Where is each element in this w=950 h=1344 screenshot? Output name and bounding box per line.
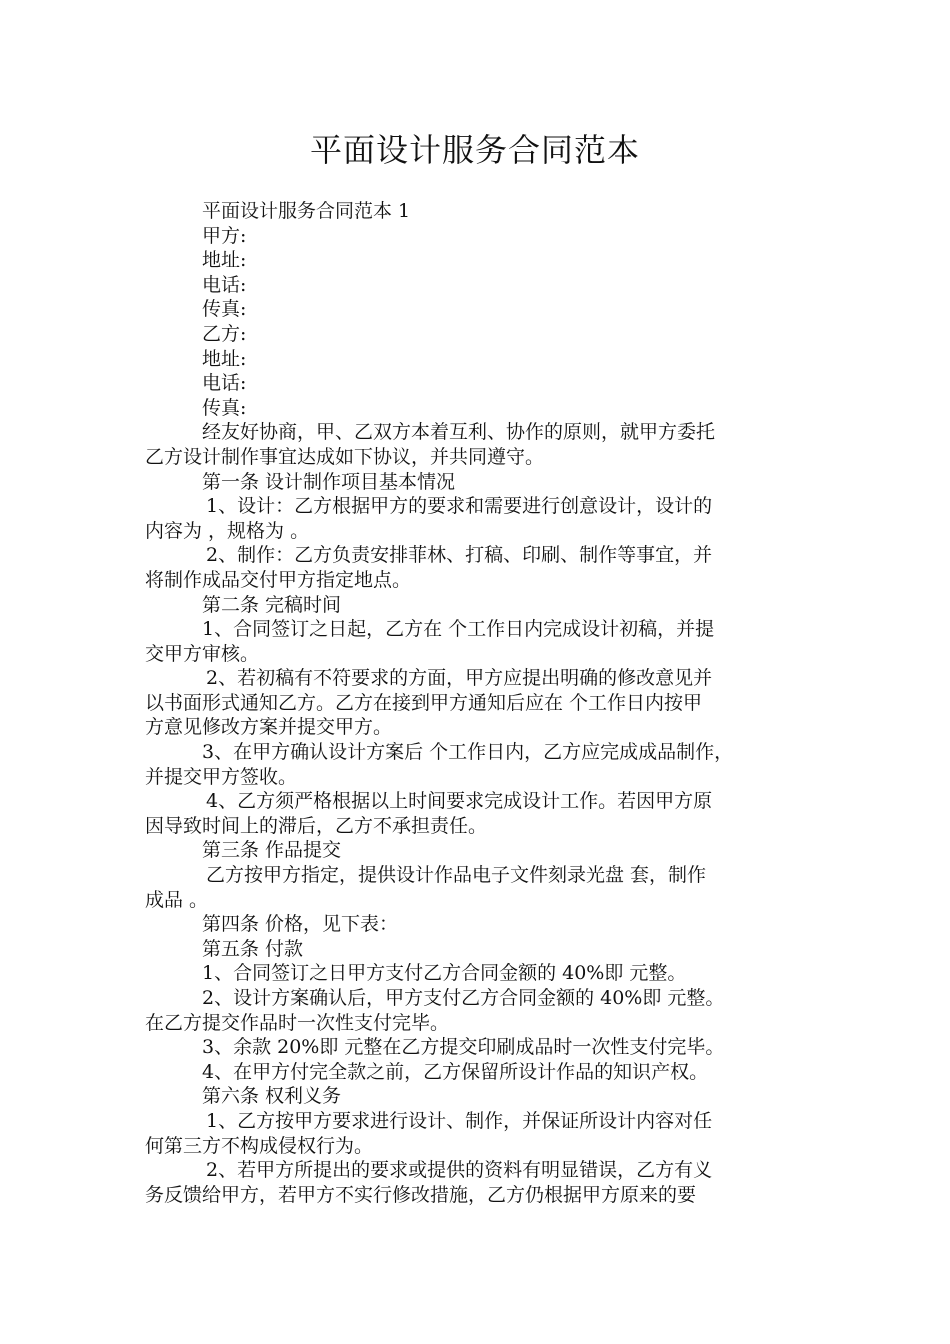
paragraph-line: 乙方: <box>202 322 247 345</box>
paragraph-line: 1、乙方按甲方要求进行设计、制作，并保证所设计内容对任 <box>206 1109 713 1132</box>
paragraph-line: 2、设计方案确认后，甲方支付乙方合同金额的 40%即 元整。 <box>202 987 725 1009</box>
paragraph-line: 1、合同签订之日甲方支付乙方合同金额的 40%即 元整。 <box>202 962 687 985</box>
paragraph-line: 第四条 价格，见下表： <box>202 913 399 936</box>
paragraph-line: 平面设计服务合同范本 1 <box>202 200 411 222</box>
paragraph-line: 第六条 权利义务 <box>202 1085 342 1108</box>
paragraph-line: 将制作成品交付甲方指定地点。 <box>145 568 412 591</box>
paragraph-line: 方意见修改方案并提交甲方。 <box>145 716 393 739</box>
paragraph-line: 传真: <box>202 396 247 419</box>
paragraph-line: 3、余款 20%即 元整在乙方提交印刷成品时一次性支付完毕。 <box>202 1036 725 1059</box>
paragraph-line: 1、设计：乙方根据甲方的要求和需要进行创意设计，设计的 <box>206 495 713 518</box>
paragraph-line: 2、若甲方所提出的要求或提供的资料有明显错误，乙方有义 <box>206 1159 713 1182</box>
paragraph-line: 因导致时间上的滞后，乙方不承担责任。 <box>145 814 488 837</box>
paragraph-line: 经友好协商，甲、乙双方本着互利、协作的原则，就甲方委托 <box>202 421 716 444</box>
paragraph-line: 4、乙方须严格根据以上时间要求完成设计工作。若因甲方原 <box>206 790 713 813</box>
document-body <box>145 199 810 1207</box>
paragraph-line: 第五条 付款 <box>202 937 304 960</box>
paragraph-line: 内容为 ，规格为 。 <box>145 519 310 542</box>
paragraph-line: 第三条 作品提交 <box>202 839 342 862</box>
paragraph-line: 电话: <box>202 372 247 395</box>
paragraph-line: 乙方设计制作事宜达成如下协议，并共同遵守。 <box>145 445 545 468</box>
paragraph-line: 电话: <box>202 273 247 296</box>
paragraph-line: 甲方: <box>202 224 247 247</box>
paragraph-line: 务反馈给甲方，若甲方不实行修改措施，乙方仍根据甲方原来的要 <box>145 1183 697 1206</box>
paragraph-line: 2、制作：乙方负责安排菲林、打稿、印刷、制作等事宜，并 <box>206 544 713 567</box>
paragraph-line: 第一条 设计制作项目基本情况 <box>202 470 456 493</box>
paragraph-line: 并提交甲方签收。 <box>145 765 298 788</box>
paragraph-line: 3、在甲方确认设计方案后 个工作日内，乙方应完成成品制作， <box>202 741 734 764</box>
paragraph-line: 传真: <box>202 298 247 321</box>
paragraph-line: 地址: <box>202 249 247 272</box>
paragraph-line: 1、合同签订之日起，乙方在 个工作日内完成设计初稿，并提 <box>202 618 715 641</box>
document-title: 平面设计服务合同范本 <box>309 131 640 169</box>
paragraph-line: 2、若初稿有不符要求的方面，甲方应提出明确的修改意见并 <box>206 667 713 690</box>
paragraph-line: 何第三方不构成侵权行为。 <box>145 1134 374 1157</box>
paragraph-line: 成品 。 <box>145 888 209 911</box>
paragraph-line: 地址: <box>202 347 247 370</box>
paragraph-line: 乙方按甲方指定，提供设计作品电子文件刻录光盘 套，制作 <box>206 864 707 887</box>
paragraph-line: 第二条 完稿时间 <box>202 593 342 616</box>
paragraph-line: 4、在甲方付完全款之前，乙方保留所设计作品的知识产权。 <box>202 1060 709 1083</box>
paragraph-line: 交甲方审核。 <box>145 642 260 665</box>
paragraph-line: 以书面形式通知乙方。乙方在接到甲方通知后应在 个工作日内按甲 <box>145 691 703 714</box>
paragraph-line: 在乙方提交作品时一次性支付完毕。 <box>145 1011 450 1034</box>
